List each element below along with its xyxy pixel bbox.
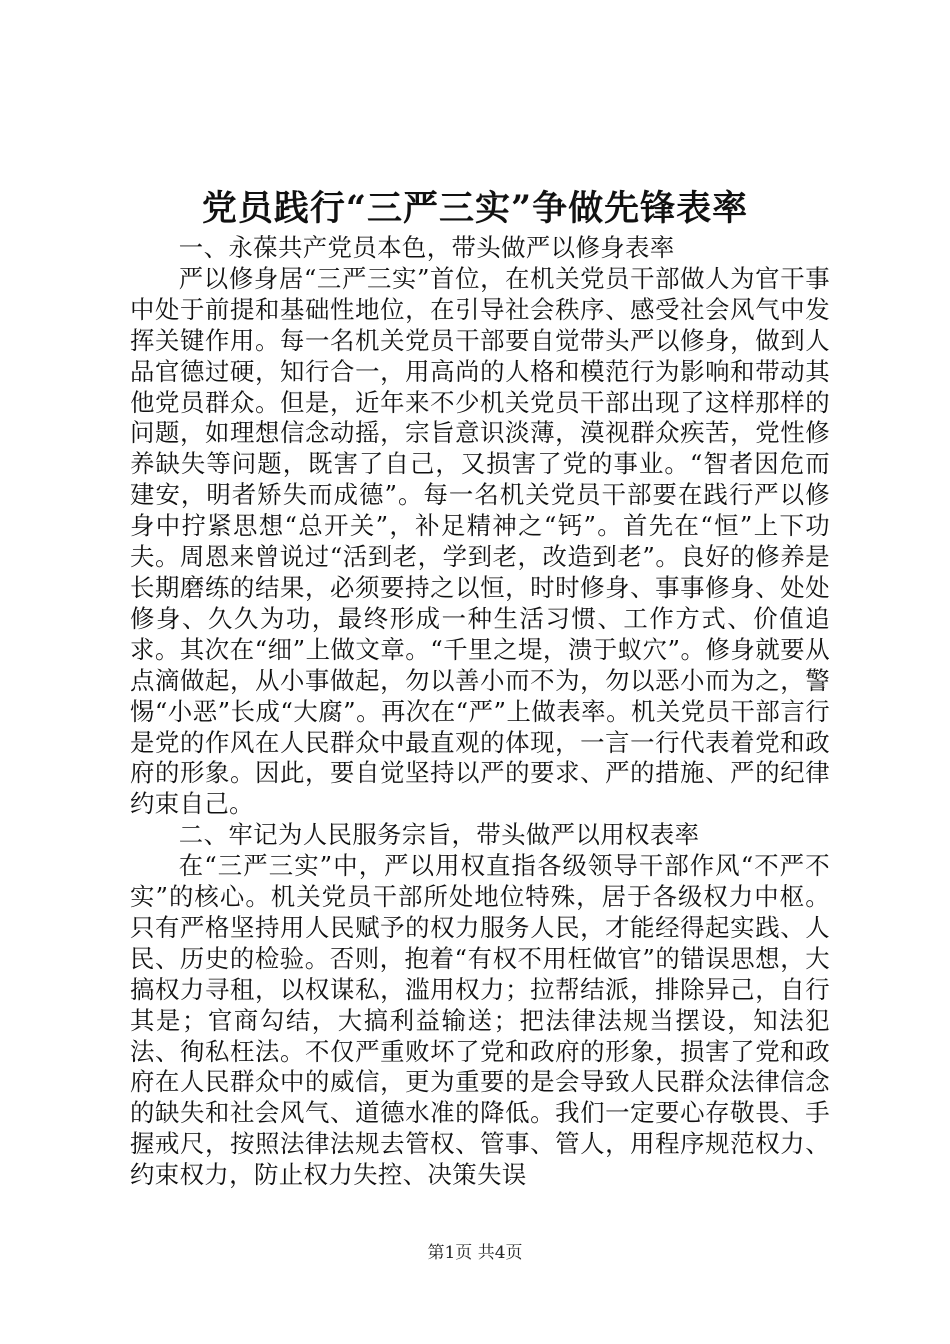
page-number-footer: 第1页 共4页 <box>427 1243 523 1263</box>
document-title: 党员践行“三严三实”争做先锋表率 <box>201 188 749 229</box>
paragraph-1: 严以修身居“三严三实”首位，在机关党员干部做人为官干事中处于前提和基础性地位，在引导社会秩序、感受社会风气中发挥关键作用。每一名机关党员干部要自觉带头严以修身，做到人品官德过硬，知行合一，用高尚的人格和模范行为影响和带动其他党员群众。但是，近年来不少机关党员干部出现了这样那样的问题，如理想信念动摇，宗旨意识淡薄，漠视群众疾苦，党性修养缺失等问题，既害了自己，又损害了党的事业。“智者因危而建安，明者矫失而成德”。每一名机关党员干部要在践行严以修身中拧紧思想“总开关”，补足精神之“钙”。首先在“恒”上下功夫。周恩来曾说过“活到老，学到老，改造到老”。良好的修养是长期磨练的结果，必须要持之以恒，时时修身、事事修身、处处修身、久久为功，最终形成一种生活习惯、工作方式、价值追求。其次在“细”上做文章。“千里之堤，溃于蚁穴”。修身就要从点滴做起，从小事做起，勿以善小而不为，勿以恶小而为之，警惕“小恶”长成“大腐”。再次在“严”上做表率。机关党员干部言行是党的作风在人民群众中最直观的体现，一言一行代表着党和政府的形象。因此，要自觉坚持以严的要求、严的措施、严的纪律约束自己。 <box>130 263 830 819</box>
paragraph-2: 在“三严三实”中，严以用权直指各级领导干部作风“不严不实”的核心。机关党员干部所处地位特殊，居于各级权力中枢。只有严格坚持用人民赋予的权力服务人民，才能经得起实践、人民、历史的检验。否则，抱着“有权不用枉做官”的错误思想，大搞权力寻租，以权谋私，滥用权力；拉帮结派，排除异己，自行其是；官商勾结，大搞利益输送；把法律法规当摆设，知法犯法、徇私枉法。不仅严重败坏了党和政府的形象，损害了党和政府在人民群众中的威信，更为重要的是会导致人民群众法律信念的缺失和社会风气、道德水准的降低。我们一定要心存敬畏、手握戒尺，按照法律法规去管权、管事、管人，用程序规范权力、约束权力，防止权力失控、决策失误 <box>130 851 830 1190</box>
section-heading-2: 二、牢记为人民服务宗旨，带头做严以用权表率 <box>178 820 700 850</box>
section-heading-1: 一、永葆共产党员本色，带头做严以修身表率 <box>178 233 675 262</box>
document-body <box>130 233 830 1191</box>
